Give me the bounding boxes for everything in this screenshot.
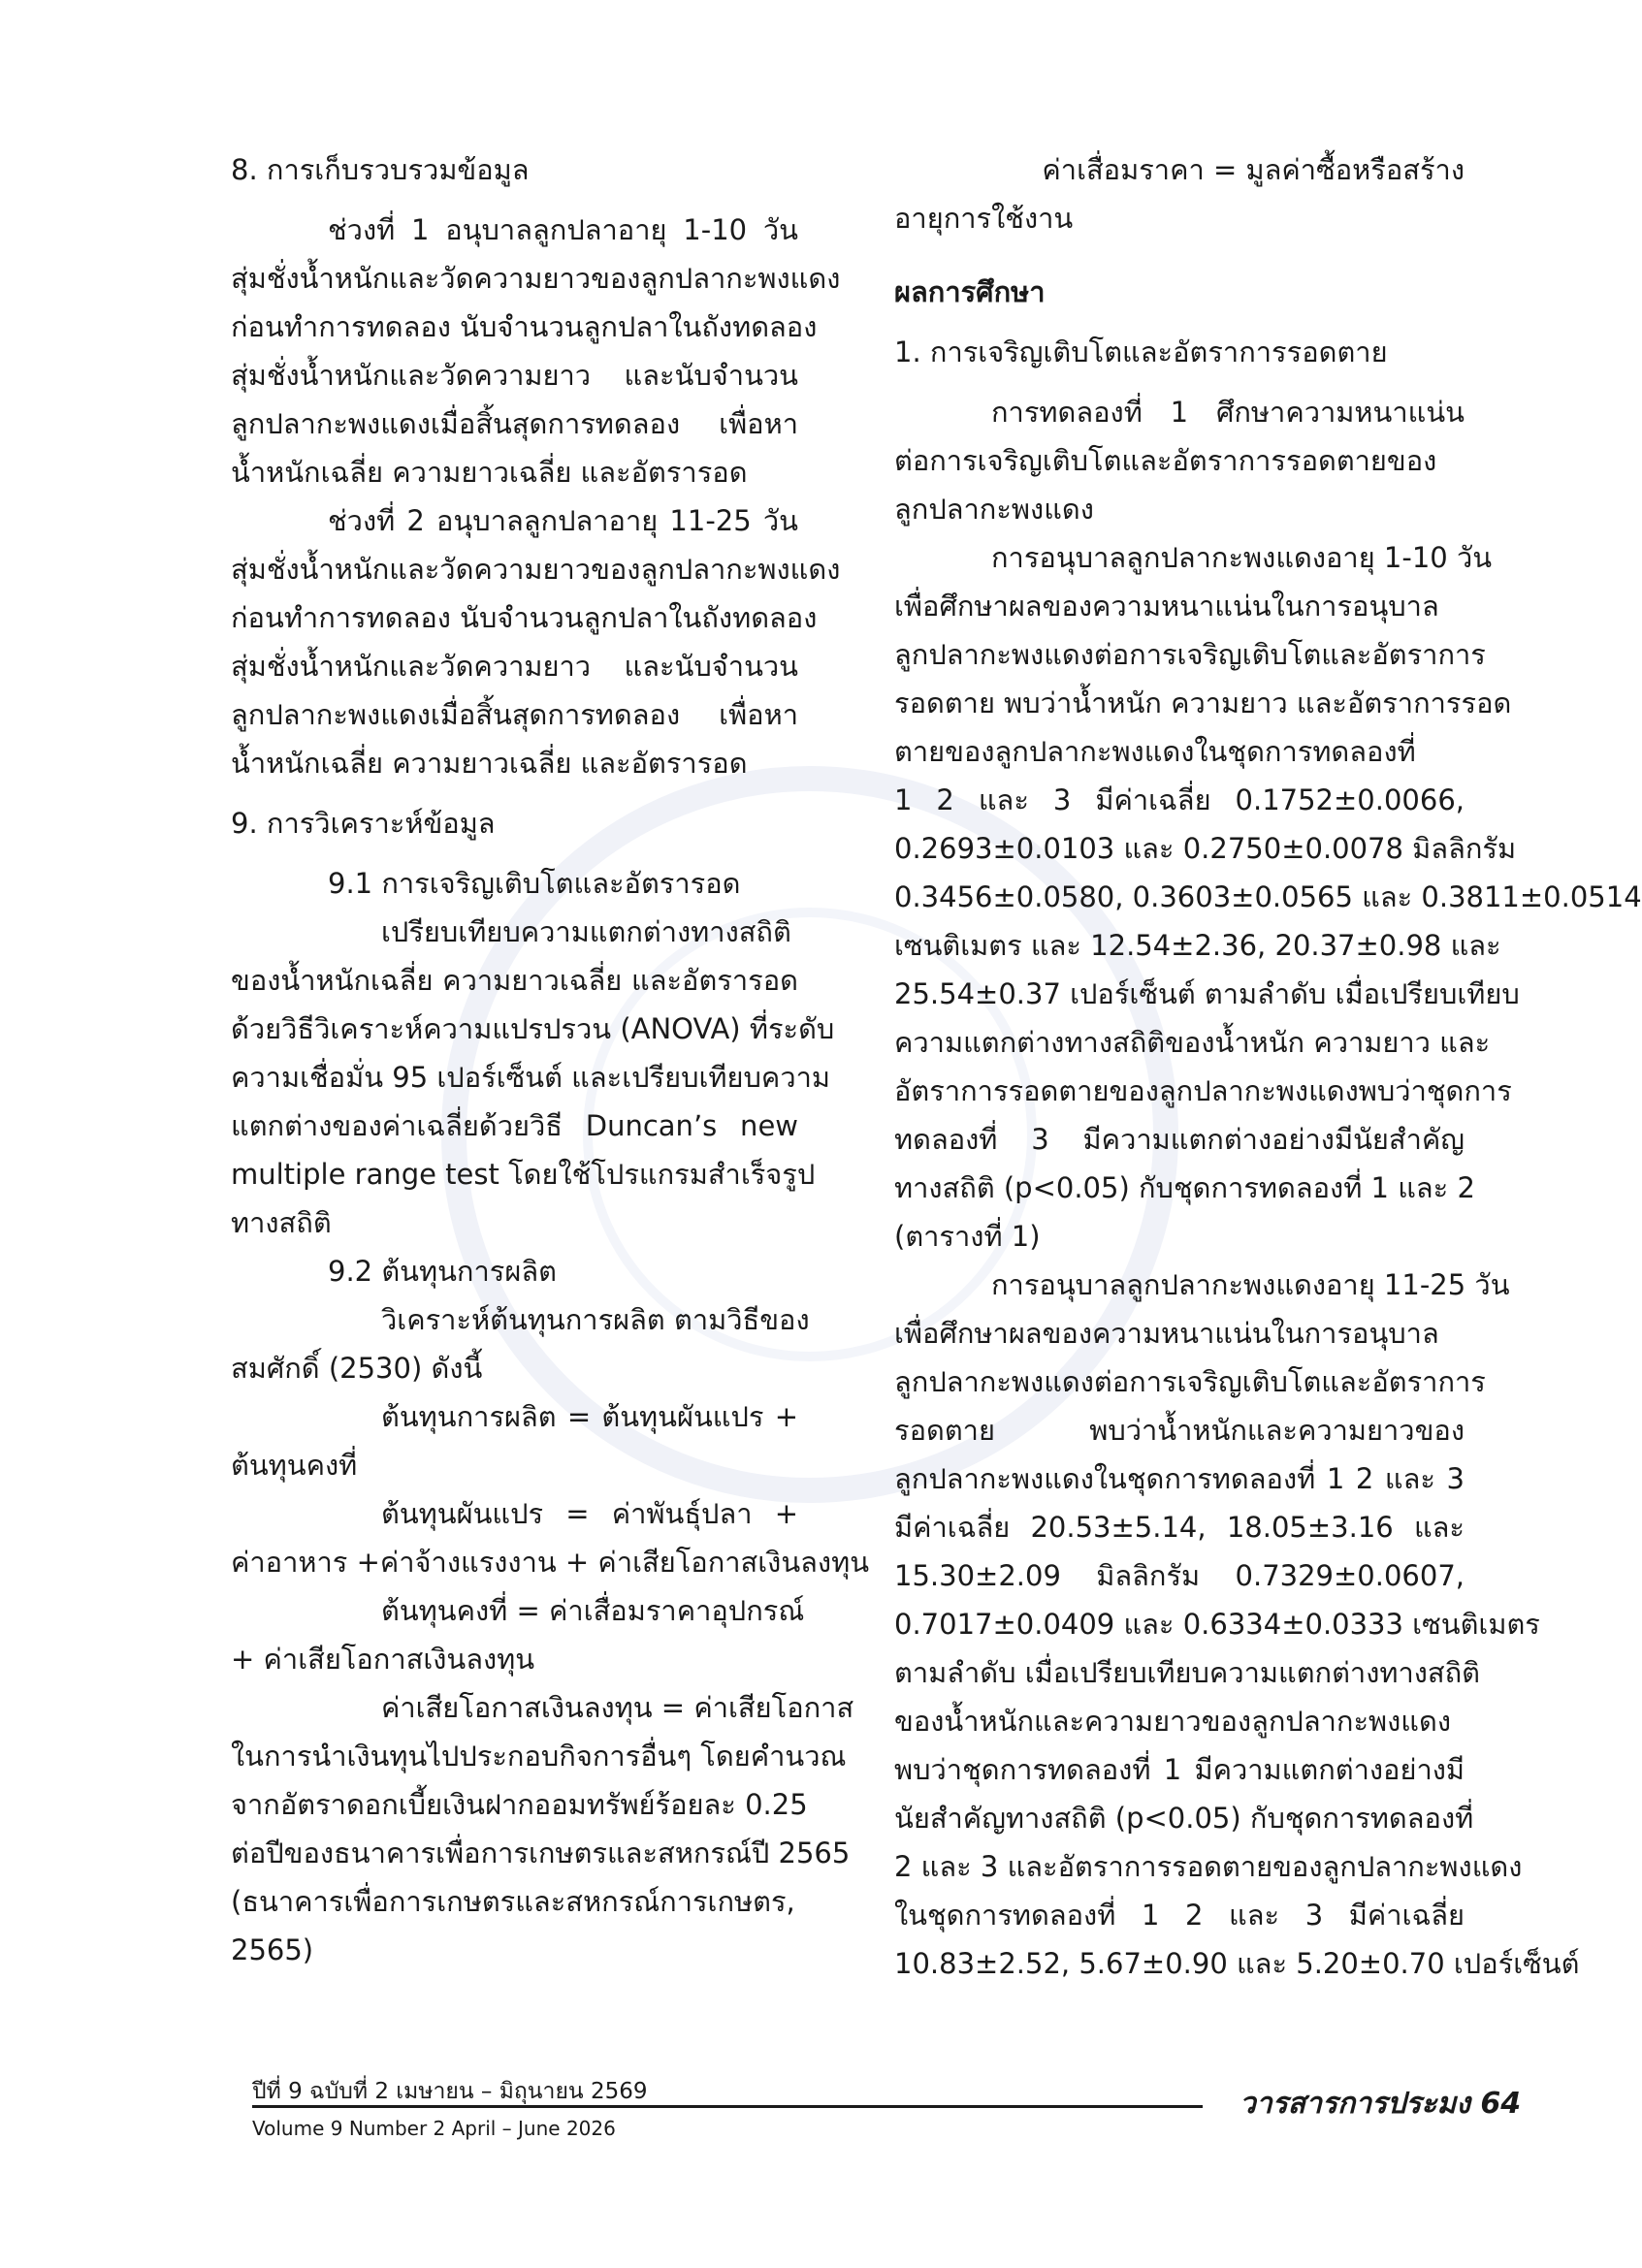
- right-column-text-line: 15.30±2.09 มิลลิกรัม 0.7329±0.0607,: [894, 1559, 1465, 1592]
- right-column-text-line: การอนุบาลลูกปลากะพงแดงอายุ 1-10 วัน: [991, 541, 1493, 574]
- left-column-text-line: ทางสถิติ: [231, 1206, 332, 1239]
- right-column-text-line: ผลการศึกษา: [894, 275, 1046, 308]
- right-column: [894, 145, 1642, 1988]
- right-column-text-line: 1. การเจริญเติบโตและอัตราการรอดตาย: [894, 335, 1388, 368]
- left-column-spacer: [231, 847, 798, 859]
- right-column-text-line: ของน้ำหนักและความยาวของลูกปลากะพงแดง: [894, 1705, 1451, 1738]
- left-column-text-line: สุ่มชั่งน้ำหนักและวัดความยาว และนับจำนวน: [231, 359, 798, 392]
- left-column-text-line: ช่วงที่ 2 อนุบาลลูกปลาอายุ 11-25 วัน: [328, 504, 798, 537]
- left-column-text-line: ต้นทุนคงที่ = ค่าเสื่อมราคาอุปกรณ์: [381, 1594, 805, 1627]
- right-column-text-line: ทางสถิติ (p<0.05) กับชุดการทดลองที่ 1 และ 2: [894, 1171, 1475, 1204]
- right-column-text-line: การทดลองที่ 1 ศึกษาความหนาแน่น: [991, 396, 1465, 429]
- right-column-text-line: 2 และ 3 และอัตราการรอดตายของลูกปลากะพงแดง: [894, 1850, 1523, 1883]
- left-column-text-line: ต้นทุนคงที่: [231, 1449, 358, 1482]
- left-column-text-line: ช่วงที่ 1 อนุบาลลูกปลาอายุ 1-10 วัน: [328, 213, 798, 246]
- footer-issue-thai: ปีที่ 9 ฉบับที่ 2 เมษายน – มิถุนายน 2569: [252, 2079, 648, 2104]
- left-column-text-line: วิเคราะห์ต้นทุนการผลิต ตามวิธีของ: [381, 1303, 810, 1336]
- right-column-text-line: ตามลำดับ เมื่อเปรียบเทียบความแตกต่างทางสถิติ: [894, 1656, 1481, 1689]
- right-column-text-line: ตายของลูกปลากะพงแดงในชุดการทดลองที่: [894, 735, 1416, 768]
- right-column-text-line: รอดตาย พบว่าน้ำหนักและความยาวของ: [894, 1414, 1465, 1447]
- right-column-text-line: (ตารางที่ 1): [894, 1220, 1041, 1253]
- right-column-text-line: ในชุดการทดลองที่ 1 2 และ 3 มีค่าเฉลี่ย: [894, 1899, 1465, 1932]
- right-column-text-line: ลูกปลากะพงแดง: [894, 493, 1094, 526]
- left-column-text-line: ค่าเสียโอกาสเงินลงทุน = ค่าเสียโอกาส: [381, 1691, 854, 1724]
- left-column-text-line: สุ่มชั่งน้ำหนักและวัดความยาว และนับจำนวน: [231, 650, 798, 683]
- right-column-text-line: เซนติเมตร และ 12.54±2.36, 20.37±0.98 และ: [894, 929, 1501, 962]
- right-column-text-line: ลูกปลากะพงแดงต่อการเจริญเติบโตและอัตราการ: [894, 638, 1486, 671]
- left-column-text-line: ความเชื่อมั่น 95 เปอร์เซ็นต์ และเปรียบเทียบความ: [231, 1061, 831, 1094]
- right-column-spacer: [894, 316, 1465, 328]
- right-column-text-line: พบว่าชุดการทดลองที่ 1 มีความแตกต่างอย่างมี: [894, 1753, 1465, 1786]
- right-column-text-line: 25.54±0.37 เปอร์เซ็นต์ ตามลำดับ เมื่อเปรียบเทียบ: [894, 977, 1520, 1010]
- left-column-text-line: ของน้ำหนักเฉลี่ย ความยาวเฉลี่ย และอัตรารอด: [231, 964, 798, 997]
- left-column-text-line: ก่อนทำการทดลอง นับจำนวนลูกปลาในถังทดลอง: [231, 310, 818, 343]
- right-column-text-line: ความแตกต่างทางสถิติของน้ำหนัก ความยาว และ: [894, 1026, 1491, 1059]
- left-column-text-line: สมศักดิ์ (2530) ดังนี้: [231, 1352, 483, 1385]
- right-column-text-line: 10.83±2.52, 5.67±0.90 และ 5.20±0.70 เปอร์เซ็นต์: [894, 1947, 1580, 1980]
- left-column-text-line: เปรียบเทียบความแตกต่างทางสถิติ: [381, 915, 791, 948]
- left-column: [231, 145, 870, 1974]
- left-column-text-line: 9. การวิเคราะห์ข้อมูล: [231, 807, 496, 840]
- right-column-text-line: เพื่อศึกษาผลของความหนาแน่นในการอนุบาล: [894, 1317, 1439, 1350]
- right-column-spacer: [894, 376, 1465, 388]
- left-column-text-line: 2565): [231, 1933, 314, 1966]
- right-column-text-line: ต่อการเจริญเติบโตและอัตราการรอดตายของ: [894, 444, 1437, 477]
- left-column-text-line: ลูกปลากะพงแดงเมื่อสิ้นสุดการทดลอง เพื่อหา: [231, 407, 798, 440]
- footer-issue-english: Volume 9 Number 2 April – June 2026: [252, 2117, 616, 2140]
- right-column-text-line: เพื่อศึกษาผลของความหนาแน่นในการอนุบาล: [894, 590, 1439, 623]
- left-column-text-line: multiple range test โดยใช้โปรแกรมสำเร็จรูป: [231, 1158, 816, 1191]
- left-column-text-line: ก่อนทำการทดลอง นับจำนวนลูกปลาในถังทดลอง: [231, 601, 818, 634]
- footer-rule: [252, 2105, 1203, 2108]
- right-column-text-line: 1 2 และ 3 มีค่าเฉลี่ย 0.1752±0.0066,: [894, 783, 1465, 816]
- right-column-text-line: นัยสำคัญทางสถิติ (p<0.05) กับชุดการทดลองที่: [894, 1802, 1474, 1835]
- left-column-text-line: 8. การเก็บรวบรวมข้อมูล: [231, 153, 530, 186]
- left-column-text-line: ลูกปลากะพงแดงเมื่อสิ้นสุดการทดลอง เพื่อหา: [231, 698, 798, 731]
- right-column-text-line: การอนุบาลลูกปลากะพงแดงอายุ 11-25 วัน: [991, 1268, 1510, 1301]
- right-column-text-line: ทดลองที่ 3 มีความแตกต่างอย่างมีนัยสำคัญ: [894, 1123, 1465, 1156]
- right-column-text-line: อายุการใช้งาน: [894, 202, 1074, 235]
- left-column-text-line: น้ำหนักเฉลี่ย ความยาวเฉลี่ย และอัตรารอด: [231, 747, 748, 780]
- right-column-text-line: รอดตาย พบว่าน้ำหนัก ความยาว และอัตราการรอด: [894, 687, 1512, 719]
- left-column-text-line: (ธนาคารเพื่อการเกษตรและสหกรณ์การเกษตร,: [231, 1885, 795, 1918]
- left-column-text-line: แตกต่างของค่าเฉลี่ยด้วยวิธี Duncan’s new: [231, 1109, 798, 1142]
- right-column-text-line: ลูกปลากะพงแดงในชุดการทดลองที่ 1 2 และ 3: [894, 1462, 1465, 1495]
- right-column-text-line: ค่าเสื่อมราคา = มูลค่าซื้อหรือสร้าง: [1042, 153, 1465, 186]
- right-column-text-line: มีค่าเฉลี่ย 20.53±5.14, 18.05±3.16 และ: [894, 1511, 1465, 1544]
- left-column-text-line: ต่อปีของธนาคารเพื่อการเกษตรและสหกรณ์ปี 2565: [231, 1837, 851, 1869]
- left-column-text-line: น้ำหนักเฉลี่ย ความยาวเฉลี่ย และอัตรารอด: [231, 456, 748, 489]
- right-column-spacer: [894, 242, 1465, 268]
- left-column-text-line: ด้วยวิธีวิเคราะห์ความแปรปรวน (ANOVA) ที่ระดับ: [231, 1012, 835, 1045]
- right-column-text-line: 0.3456±0.0580, 0.3603±0.0565 และ 0.3811±0.0514: [894, 880, 1642, 913]
- right-column-text-line: 0.2693±0.0103 และ 0.2750±0.0078 มิลลิกรัม: [894, 832, 1517, 865]
- left-column-spacer: [231, 787, 798, 799]
- left-column-text-line: ต้นทุนผันแปร = ค่าพันธุ์ปลา +: [381, 1497, 798, 1530]
- left-column-text-line: ในการนำเงินทุนไปประกอบกิจการอื่นๆ โดยคำนวณ: [231, 1740, 847, 1773]
- left-column-text-line: สุ่มชั่งน้ำหนักและวัดความยาวของลูกปลากะพงแดง: [231, 553, 841, 586]
- left-column-text-line: จากอัตราดอกเบี้ยเงินฝากออมทรัพย์ร้อยละ 0.25: [231, 1788, 808, 1821]
- left-column-spacer: [231, 194, 798, 206]
- footer-journal-page: วารสารการประมง 64: [1240, 2087, 1522, 2121]
- right-column-text-line: 0.7017±0.0409 และ 0.6334±0.0333 เซนติเมตร: [894, 1608, 1540, 1641]
- left-column-text-line: 9.2 ต้นทุนการผลิต: [328, 1255, 557, 1288]
- left-column-text-line: ค่าอาหาร +ค่าจ้างแรงงาน + ค่าเสียโอกาสเงินลงทุน: [231, 1546, 870, 1579]
- left-column-text-line: + ค่าเสียโอกาสเงินลงทุน: [231, 1643, 535, 1676]
- right-column-text-line: อัตราการรอดตายของลูกปลากะพงแดงพบว่าชุดการ: [894, 1074, 1512, 1107]
- left-column-text-line: สุ่มชั่งน้ำหนักและวัดความยาวของลูกปลากะพงแดง: [231, 262, 841, 295]
- left-column-text-line: 9.1 การเจริญเติบโตและอัตรารอด: [328, 867, 741, 900]
- left-column-text-line: ต้นทุนการผลิต = ต้นทุนผันแปร +: [381, 1400, 798, 1433]
- right-column-text-line: ลูกปลากะพงแดงต่อการเจริญเติบโตและอัตราการ: [894, 1365, 1486, 1398]
